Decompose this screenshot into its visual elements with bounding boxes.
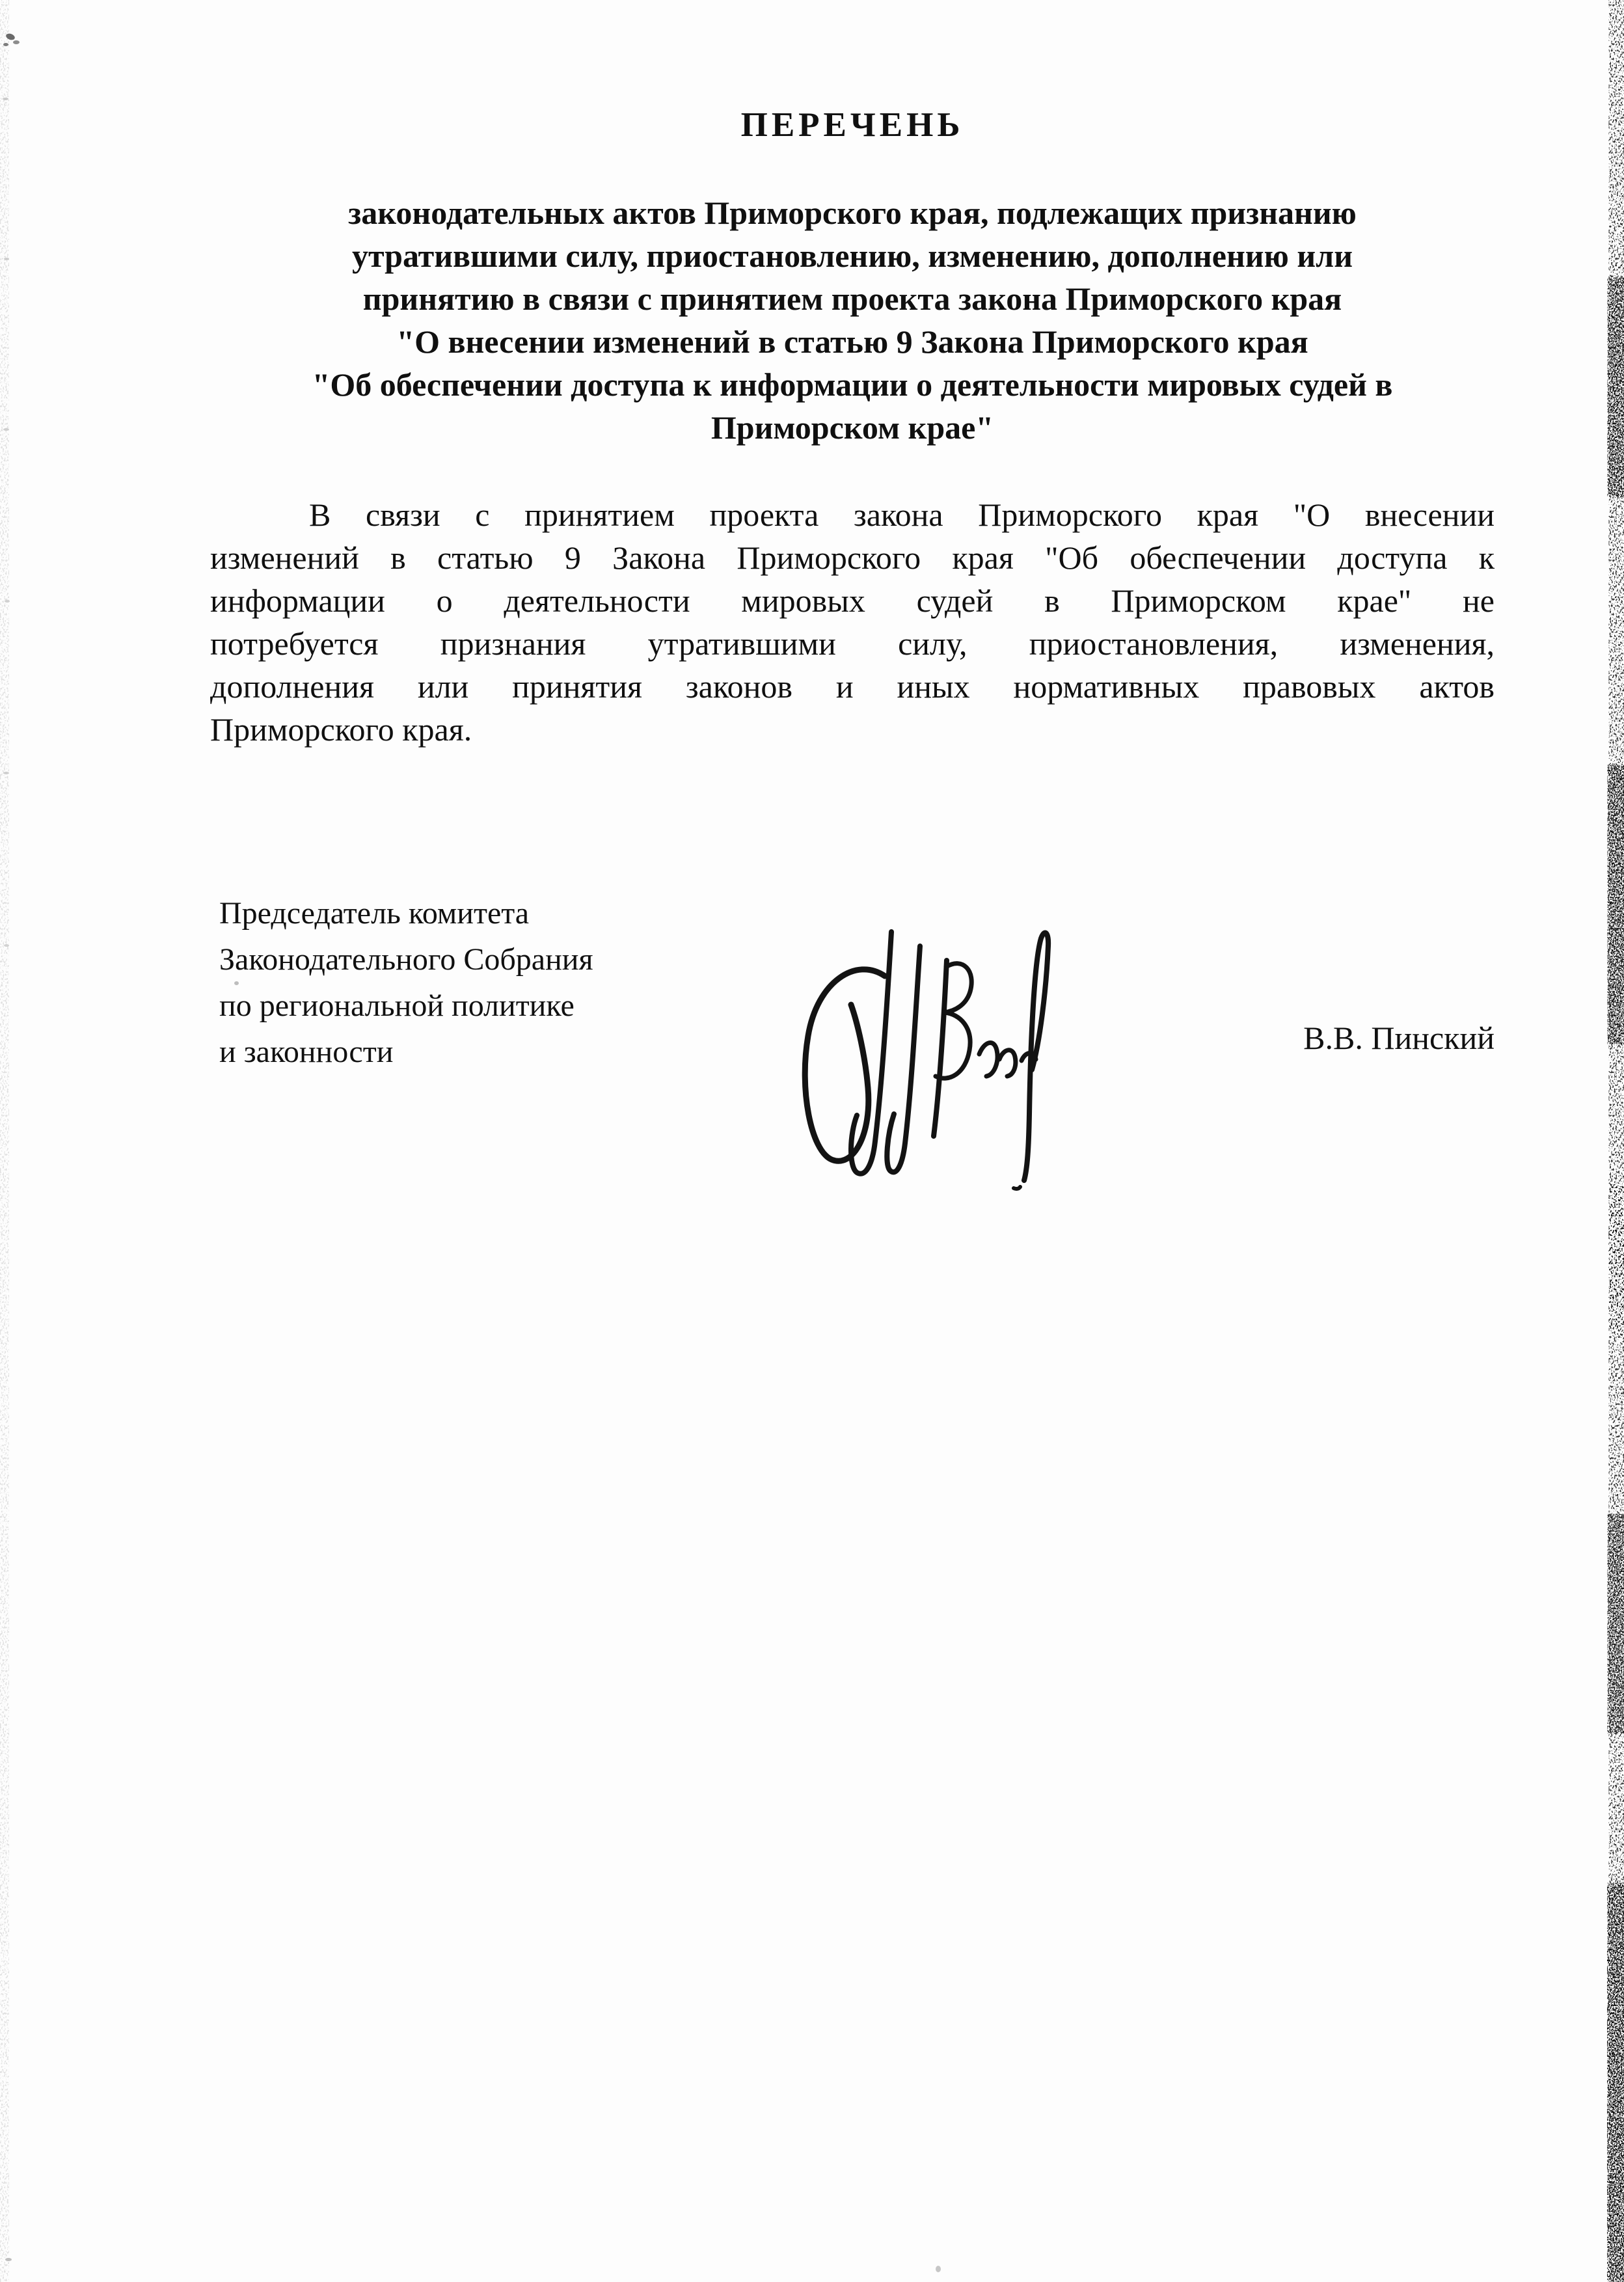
scan-speck — [3, 428, 9, 431]
subtitle-line-6: Приморском крае" — [710, 409, 994, 446]
scan-speck — [3, 98, 8, 100]
scan-noise-right-edge — [1607, 0, 1624, 2282]
body-line-3: информации о деятельности мировых судей в Приморском крае" не — [210, 582, 1495, 619]
subtitle-line-3: принятию в связи с принятием проекта закона Приморского края — [362, 280, 1342, 317]
body-line-5: дополнения или принятия законов и иных нормативных правовых актов — [210, 668, 1495, 705]
subtitle-line-2: утратившими силу, приостановлению, изменению, дополнению или — [351, 238, 1353, 274]
scan-speck — [3, 43, 8, 46]
signatory-position-line-2: Законодательного Собрания — [219, 942, 593, 977]
document-title: ПЕРЕЧЕНЬ — [740, 106, 964, 144]
scan-speck — [5, 600, 10, 603]
subtitle-line-1: законодательных актов Приморского края, подлежащих признанию — [348, 195, 1357, 231]
scan-speck — [936, 2266, 941, 2272]
document-subtitle — [210, 191, 1495, 449]
signatory-position-line-4: и законности — [219, 1035, 394, 1069]
subtitle-line-4: "О внесении изменений в статью 9 Закона Приморского края — [396, 323, 1308, 360]
scan-speck — [4, 944, 9, 947]
scan-speck — [3, 772, 9, 774]
body-line-1: В связи с принятием проекта закона Приморского края "О внесении — [309, 496, 1495, 533]
body-line-2: изменений в статью 9 Закона Приморского края "Об обеспечении доступа к — [210, 539, 1495, 576]
signatory-name: В.В. Пинский — [1303, 1020, 1495, 1056]
signatory-position-line-3: по региональной политике — [219, 988, 575, 1023]
scan-speck — [13, 40, 20, 44]
signature-block — [219, 890, 593, 1075]
body-line-6: Приморского края. — [210, 711, 472, 748]
subtitle-line-5: "Об обеспечении доступа к информации о деятельности мировых судей в — [312, 366, 1393, 403]
scan-speck — [234, 981, 239, 985]
signature-image — [792, 919, 1053, 1199]
body-paragraph — [210, 493, 1495, 751]
scan-noise-left-edge — [0, 0, 9, 2282]
scan-speck — [4, 258, 9, 260]
signatory-position-line-1: Председатель комитета — [219, 896, 530, 930]
body-line-4: потребуется признания утратившими силу, приостановления, изменения, — [210, 625, 1495, 662]
scan-speck — [5, 2258, 12, 2261]
